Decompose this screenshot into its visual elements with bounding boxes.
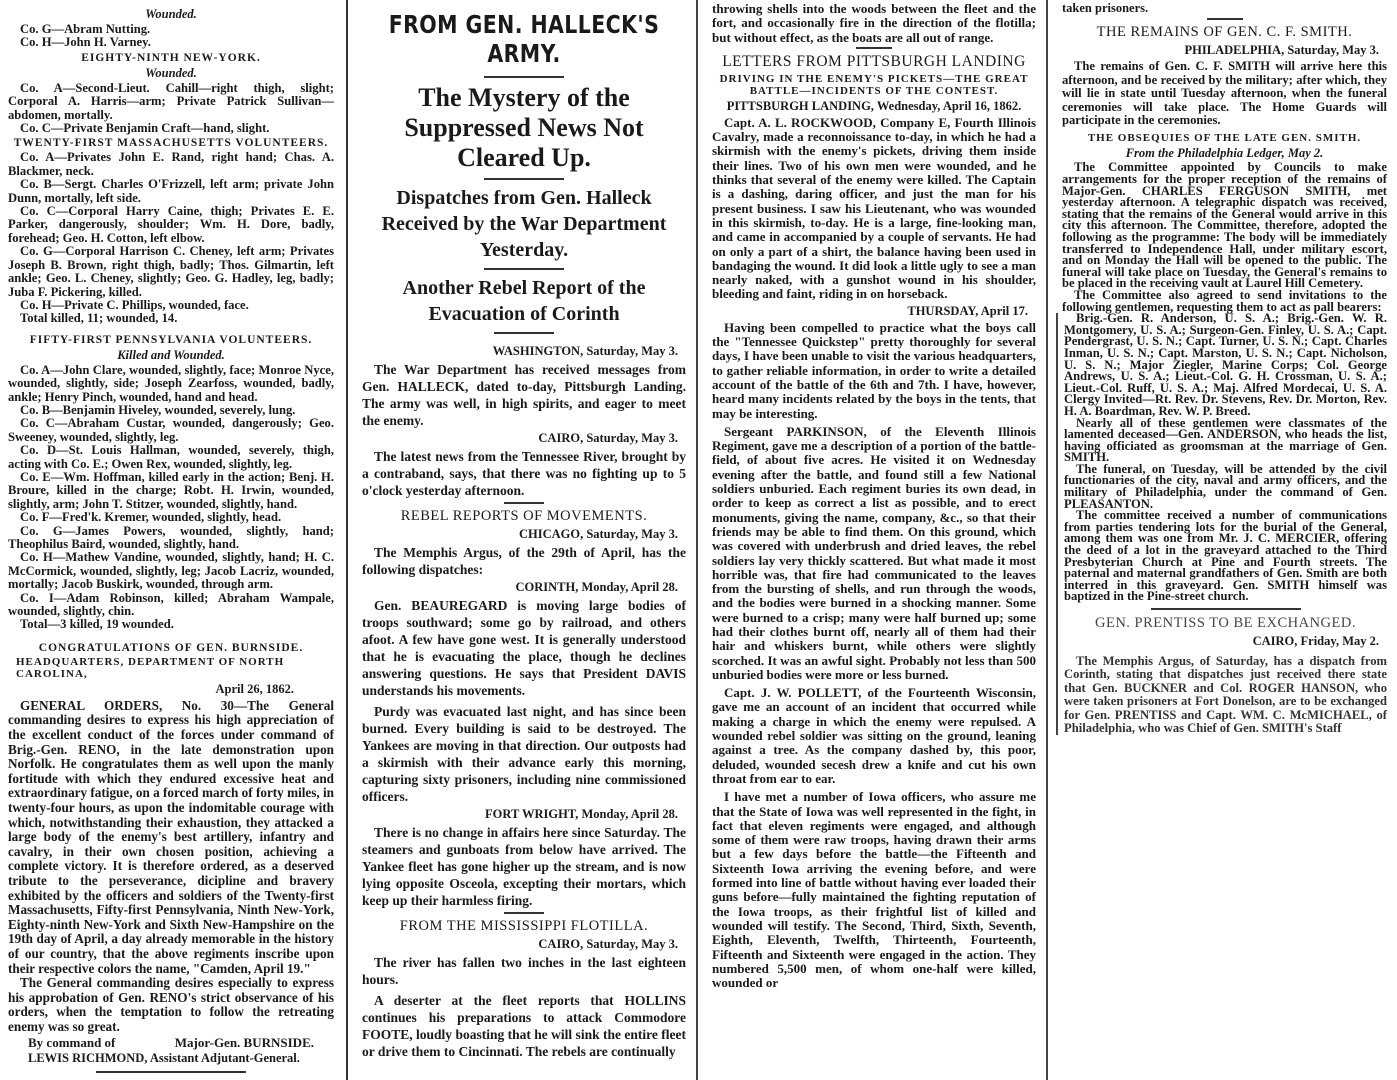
divider: [1151, 608, 1301, 610]
article-paragraph: There is no change in affairs here since Saturday. The steamers and gunboats from below have arrived. The Yankee fleet has gone higher up the stream, and is now lying opposite Osceola, excepting their mortars, which keep up their harmless firing.: [362, 825, 686, 908]
subhead-wounded: Wounded.: [145, 65, 197, 80]
section-title-rebel-reports: REBEL REPORTS OF MOVEMENTS.: [400, 508, 648, 524]
dateline: CAIRO, Saturday, May 3.: [538, 431, 678, 445]
article-paragraph: Sergeant PARKINSON, of the Eleventh Illinois Regiment, gave me a description of a portion of the battle-field, of about five acres. He visited it on Wednesday evening after the battle, and found still a few National soldiers unburied. Each regiment buries its own dead, in order to keep as correct a list as possible, and to erect monuments, giving the name, company, &c., so that their friends may be able to find them. On this ground, which was covered with underbrush and dried leaves, the rebel soldiers lay very thickly scattered. But what made it most horrible was, that fire had communicated to the leaves from the bursting of shells, and run through the woods, and the bodies were burned in a shocking manner. Some were burned to a crisp; many were half burned up; some had their clothes burnt off, nearly all of them had their hair and whiskers burnt, while others were slightly scorched. It was an awful sight. Probably not less than 500 unburied bodies were more or less burned.: [712, 423, 1036, 682]
casualty-entry: Co. C—Private Benjamin Craft—hand, slight.: [20, 121, 270, 136]
casualty-entry: Co. B—Benjamin Hiveley, wounded, severely, lung.: [20, 402, 296, 417]
article-paragraph: Capt. A. L. ROCKWOOD, Company E, Fourth Illinois Cavalry, made a reconnoissance to-day, in which he had a skirmish with the enemy's pickets, driving them inside their lines. Two of his own men were wounded, and he thinks that several of the enemy were killed. The Captain is a dashing, daring officer, and just the man for his present business. I saw his Lieutenant, who was wounded in this skirmish, to-day. He is a large, fine-looking man, and came in accompanied by a couple of servants. He had on only a part of a shirt, the balance having been used in bandaging the wound. It did look a little ugly to see a man nearly naked, with a gunshot wound in his shoulder, bleeding and faint, riding in on horseback.: [712, 114, 1036, 302]
casualty-total: Total killed, 11; wounded, 14.: [20, 311, 178, 326]
pall-bearers-list: Brig.-Gen. R. Anderson, U. S. A.; Brig.-Gen. W. R. Montgomery, U. S. A.; Surgeon-Gen. Finley, U. S. A.; Capt. Pendergrast, U. S. N.; Capt. Turner, U. S. N.; Capt. Charles Inman, U. S. N.; Capt. Marston, U. S. N.; Capt. Nicholson, U. S. N.; Major Ziegler, Marine Corps; Col. George Andrews, U. S. A.; Lieut.-Col. G. H. Crossman, U. S. A.; Lieut.-Col. Ruff, U. S. A.; Maj. Alfred Mordecai, U. S. A. Clergy Invited—Rt. Rev. Dr. Stevens, Rev. Dr. Morton, Rev. H. A. Boardman, Rev. W. P. Breed.: [1064, 311, 1387, 418]
article-paragraph: The latest news from the Tennessee River, brought by a contraband, says, that there was no fighting up to 5 o'clock yesterday afternoon.: [362, 449, 686, 498]
divider: [1207, 18, 1243, 20]
divider: [484, 268, 564, 270]
article-paragraph: The river has fallen two inches in the last eighteen hours.: [362, 955, 686, 987]
signature-line: [8, 1035, 334, 1051]
signature-burnside: Major-Gen. BURNSIDE.: [174, 1034, 314, 1050]
divider: [484, 178, 564, 180]
article-paragraph: I have met a number of Iowa officers, who assure me that the State of Iowa was well represented in the fight, in fact that eleven regiments were engaged, and although some of them were raw troops, having drawn their arms but a few days before the battle—the Fifteenth and Sixteenth Iowa arriving the evening before, and were formed into line of battle without having ever loaded their guns before—fully maintained the fighting reputation of the Iowa troops, as their frightful list of killed and wounded will testify. The Second, Third, Sixth, Seventh, Eighth, Eleventh, Twelfth, Thirteenth, Fourteenth, Fifteenth and Sixteenth were engaged in the action. They numbered 5,500 men, of whom one-half were killed, wounded or: [712, 789, 1036, 991]
section-title-21st-mass: TWENTY-FIRST MASSACHUSETTS VOLUNTEERS.: [13, 137, 329, 150]
article-paragraph: Nearly all of these gentlemen were classmates of the lamented deceased—Gen. ANDERSON, who heads the list, having officiated as groomsman at the marriage of Gen. SMITH.: [1064, 415, 1387, 465]
article-paragraph: throwing shells into the woods between the fleet and the fort, and occasionally fire in the direction of the flotilla; but without effect, as the boats are all out of range.: [712, 1, 1036, 45]
column-halleck-army: [346, 0, 696, 1080]
section-title-pittsburgh-landing: LETTERS FROM PITTSBURGH LANDING: [722, 52, 1026, 70]
casualty-entry: Co. I—Adam Robinson, killed; Abraham Wampale, wounded, slightly, chin.: [8, 590, 334, 619]
article-paragraph: The War Department has received messages from Gen. HALLECK, dated to-day, Pittsburgh Landing. The army was well, in high spirits, and eager to meet the enemy.: [362, 362, 686, 428]
divider: [484, 76, 564, 78]
casualty-entry: Co. D—St. Louis Hallman, wounded, severely, thigh, acting with Co. E.; Owen Rex, wounded, slightly, leg.: [8, 443, 334, 471]
dateline: CAIRO, Saturday, May 3.: [538, 937, 678, 951]
signature-adjutant: LEWIS RICHMOND, Assistant Adjutant-General.: [28, 1050, 300, 1065]
dateline: PITTSBURGH LANDING, Wednesday, April 16, 1862.: [726, 98, 1022, 113]
casualty-entry: Co. G—James Powers, wounded, slightly, hand; Theophilus Baird, wounded, slightly, hand.: [8, 523, 334, 551]
signature-by-command: By command of: [28, 1034, 116, 1050]
section-title-burnside: CONGRATULATIONS OF GEN. BURNSIDE.: [38, 641, 304, 654]
dateline: WASHINGTON, Saturday, May 3.: [492, 344, 678, 358]
casualty-entry: Co. B—Sergt. Charles O'Frizzell, left arm; private John Dunn, mortally, left side.: [8, 177, 334, 205]
headline-deck-1: The Mystery of the Suppressed News Not Cleared Up.: [404, 83, 644, 172]
article-paragraph: Capt. J. W. POLLETT, of the Fourteenth Wisconsin, gave me an account of an incident that occurred while making a charge in which the enemy were repulsed. A wounded rebel soldier was sitting on the ground, leaning against a tree. As the company dashed by, this poor, deluded, wounded secesh drew a knife and cut his own throat from ear to ear.: [712, 685, 1036, 786]
general-orders-text: GENERAL ORDERS, No. 30—The General commanding desires to express his high appreciation of the excellent conduct of the forces under command of Brig.-Gen. RENO, in the late demonstration upon Norfolk. He congratulates them as well upon the manly fortitude with which they endured excessive heat and extraordinary fatigue, on a forced march of forty miles, in twenty-four hours, as upon the indomitable courage with which, notwithstanding their exhaustion, they attacked a large body of the enemy's best artillery, infantry and cavalry, in their own chosen position, achieving a complete victory. It is therefore ordered, as a deserved tribute to the perseverance, dicipline and bravery exhibited by the officers and soldiers of the Twenty-first Massachusetts, Fifty-first Pennsylvania, Ninth New-York, Eighty-ninth New-York and Sixth New-Hampshire on the 19th day of April, a day already memorable in the history of our country, that the above regiments inscribe upon their respective colors the name, "Camden, April 19.": [8, 697, 334, 976]
casualty-entry: Co. G—Corporal Harrison C. Cheney, left arm; Privates Joseph B. Brown, right thigh, badly; Thos. Gilmartin, left ankle; Geo. L. Cheney, slightly; Geo. G. Hadley, leg, badly; Juba F. Pickering, killed.: [8, 244, 334, 299]
article-paragraph: Purdy was evacuated last night, and has since been burned. Every building is said to be destroyed. The Yankees are moving in that direction. Our outposts had a skirmish with their advance early this morning, capturing sixty prisoners, including nine commissioned officers.: [362, 704, 686, 804]
casualty-entry: Co. A—Privates John E. Rand, right hand; Chas. A. Blackmer, neck.: [8, 150, 334, 178]
headquarters-line: HEADQUARTERS, DEPARTMENT OF NORTH CAROLINA,: [16, 655, 285, 680]
headline-deck-3: Another Rebel Report of the Evacuation of Corinth: [402, 277, 646, 325]
article-paragraph: Having been compelled to practice what the boys call the "Tennessee Quickstep" pretty thoroughly for several days, I have been unable to visit the various headquarters, to gather reliable information, in order to write a detailed account of the battle of the 6th and 7th. I have, however, heard many incidents related by the boys in the tents, that may be interesting.: [712, 319, 1036, 421]
subhead-killed-wounded: Killed and Wounded.: [117, 347, 225, 362]
article-paragraph: Gen. BEAUREGARD is moving large bodies of troops southward; some go by railroad, and others afoot. A few have gone west. It is generally understood that he is evacuating the place, though he declines answering questions. He says that President DAVIS understands his movements.: [362, 598, 686, 698]
dateline: CHICAGO, Saturday, May 3.: [518, 527, 678, 541]
section-title-prentiss-exchange: GEN. PRENTISS TO BE EXCHANGED.: [1095, 615, 1356, 631]
dateline: CORINTH, Monday, April 28.: [515, 580, 678, 594]
dateline: PHILADELPHIA, Saturday, May 3.: [1184, 43, 1379, 58]
column-pittsburgh-letters: [696, 0, 1046, 1080]
divider: [504, 502, 544, 504]
section-title-flotilla: FROM THE MISSISSIPPI FLOTILLA.: [399, 918, 649, 934]
column-gen-smith-remains: [1046, 0, 1397, 1080]
article-paragraph: The Committee also agreed to send invitations to the following gentlemen, requesting them to act as pall bearers:: [1062, 287, 1387, 314]
section-title-remains-smith: THE REMAINS OF GEN. C. F. SMITH.: [1096, 24, 1353, 41]
column-casualty-lists: [0, 0, 346, 1080]
casualty-entry: Co. F—Fred'k. Kremer, wounded, slightly, head.: [20, 510, 282, 525]
section-title-obsequies: THE OBSEQUIES OF THE LATE GEN. SMITH.: [1087, 132, 1362, 145]
divider: [856, 47, 892, 49]
dateline: CAIRO, Friday, May 2.: [1252, 634, 1379, 648]
article-paragraph: The Memphis Argus, of the 29th of April, has the following dispatches:: [362, 545, 686, 577]
casualty-entry: Co. H—John H. Varney.: [20, 35, 151, 50]
subdeck: DRIVING IN THE ENEMY'S PICKETS—THE GREAT BATTLE—INCIDENTS OF THE CONTEST.: [719, 72, 1029, 97]
casualty-entry: Co. G—Abram Nutting.: [20, 22, 151, 36]
casualty-entry: Co. E—Wm. Hoffman, killed early in the action; Benj. H. Broure, killed in the charge; Robt. H. Irwin, wounded, slightly, arm; John T. Stitzer, wounded, slightly, hand.: [8, 469, 334, 511]
general-orders-text: The General commanding desires especially to express his approbation of Gen. RENO's strict observance of his orders, when the temptation to follow the retreating enemy was so great.: [8, 975, 334, 1034]
article-paragraph: The Memphis Argus, of Saturday, has a dispatch from Corinth, stating that dispatches just received there state that Gen. BUCKNER and Col. ROGER HANSON, who were taken prisoners at Fort Donelson, are to be exchanged for Gen. PRENTISS and Capt. WM. C. McMICHAEL, of Philadelphia, who was Chief of Gen. SMITH's Staff: [1064, 654, 1387, 736]
article-paragraph: The committee received a number of communications from parties tendering lots for the burial of the General, among them was one from Mr. J. C. MERCIER, offering the deed of a lot in the graveyard attached to the Third Presbyterian Church at Pine and Fourth streets. The paternal and maternal grandfathers of Gen. Smith are both interred in this graveyard. Gen. SMITH himself was baptized in the Pine-street church.: [1064, 508, 1387, 604]
casualty-entry: Co. H—Private C. Phillips, wounded, face.: [20, 297, 249, 312]
divider: [494, 332, 554, 334]
dateline: FORT WRIGHT, Monday, April 28.: [485, 807, 678, 821]
article-paragraph: A deserter at the fleet reports that HOLLINS continues his preparations to attack Commodore FOOTE, loudly boasting that he will sink the entire fleet or drive them to Cincinnati. The rebels are continually: [362, 993, 686, 1059]
headline-deck-2: Dispatches from Gen. Halleck Received by the War Department Yesterday.: [381, 187, 667, 261]
dateline: THURSDAY, April 17.: [907, 303, 1028, 318]
article-paragraph: The remains of Gen. C. F. SMITH will arrive here this afternoon, and be received by the military; after which, they will lie in state until Tuesday afternoon, when the funeral ceremonies will take place. The Home Guards will participate in the ceremonies.: [1062, 59, 1387, 128]
article-paragraph: The funeral, on Tuesday, will be attended by the civil functionaries of the city, naval and army officers, and the military of Philadelphia, under the command of Gen. PLEASANTON.: [1064, 461, 1387, 511]
divider: [96, 1071, 246, 1073]
casualty-entry: Co. H—Mathew Vandine, wounded, slightly, hand; H. C. McCormick, wounded, slightly, leg; Jacob Lacriz, wounded, mortally; Jacob Buskirk, wounded, through arm.: [8, 550, 334, 592]
divider: [504, 912, 544, 914]
casualty-entry: Co. A—Second-Lieut. Cahill—right thigh, slight; Corporal A. Harris—arm; Private Patrick Sullivan—abdomen, mortally.: [8, 80, 334, 122]
article-paragraph: The Committee appointed by Councils to make arrangements for the proper reception of the remains of Major-Gen. CHARLES FERGUSON SMITH, met yesterday afternoon. A telegraphic dispatch was received, stating that the remains of the General would arrive in this city this afternoon. The Committee, therefore, adopted the following as the programme: The body will be immediately transferred to Independence Hall, under military escort, and on Monday the Hall will be opened to the public. The funeral will take place on Tuesday, the General's remains to be placed in the receiving vault at Laurel Hill Cemetery.: [1062, 160, 1387, 291]
casualty-total: Total—3 killed, 19 wounded.: [20, 617, 174, 632]
section-title-89th-ny: EIGHTY-NINTH NEW-YORK.: [81, 51, 261, 64]
casualty-entry: Co. A—John Clare, wounded, slightly, face; Monroe Nyce, wounded, slightly, side; Joseph Zearfoss, wounded, badly, ankle; Henry Pinch, wounded, hand and head.: [8, 362, 334, 404]
casualty-entry: Co. C—Corporal Harry Caine, thigh; Privates E. E. Parker, dangerously, shoulder; Wm. H. Dore, badly, forehead; Geo. H. Cotton, left elbow.: [8, 204, 334, 245]
article-paragraph: taken prisoners.: [1062, 1, 1149, 15]
casualty-entry: Co. C—Abraham Custar, wounded, dangerously; Geo. Sweeney, wounded, slightly, leg.: [8, 416, 334, 444]
section-title-51st-pa: FIFTY-FIRST PENNSYLVANIA VOLUNTEERS.: [29, 333, 313, 346]
main-headline: FROM GEN. HALLECK'S ARMY.: [388, 10, 660, 68]
dateline: April 26, 1862.: [215, 681, 294, 696]
source-line: From the Philadelphia Ledger, May 2.: [1125, 146, 1324, 161]
subhead-wounded: Wounded.: [145, 7, 197, 21]
